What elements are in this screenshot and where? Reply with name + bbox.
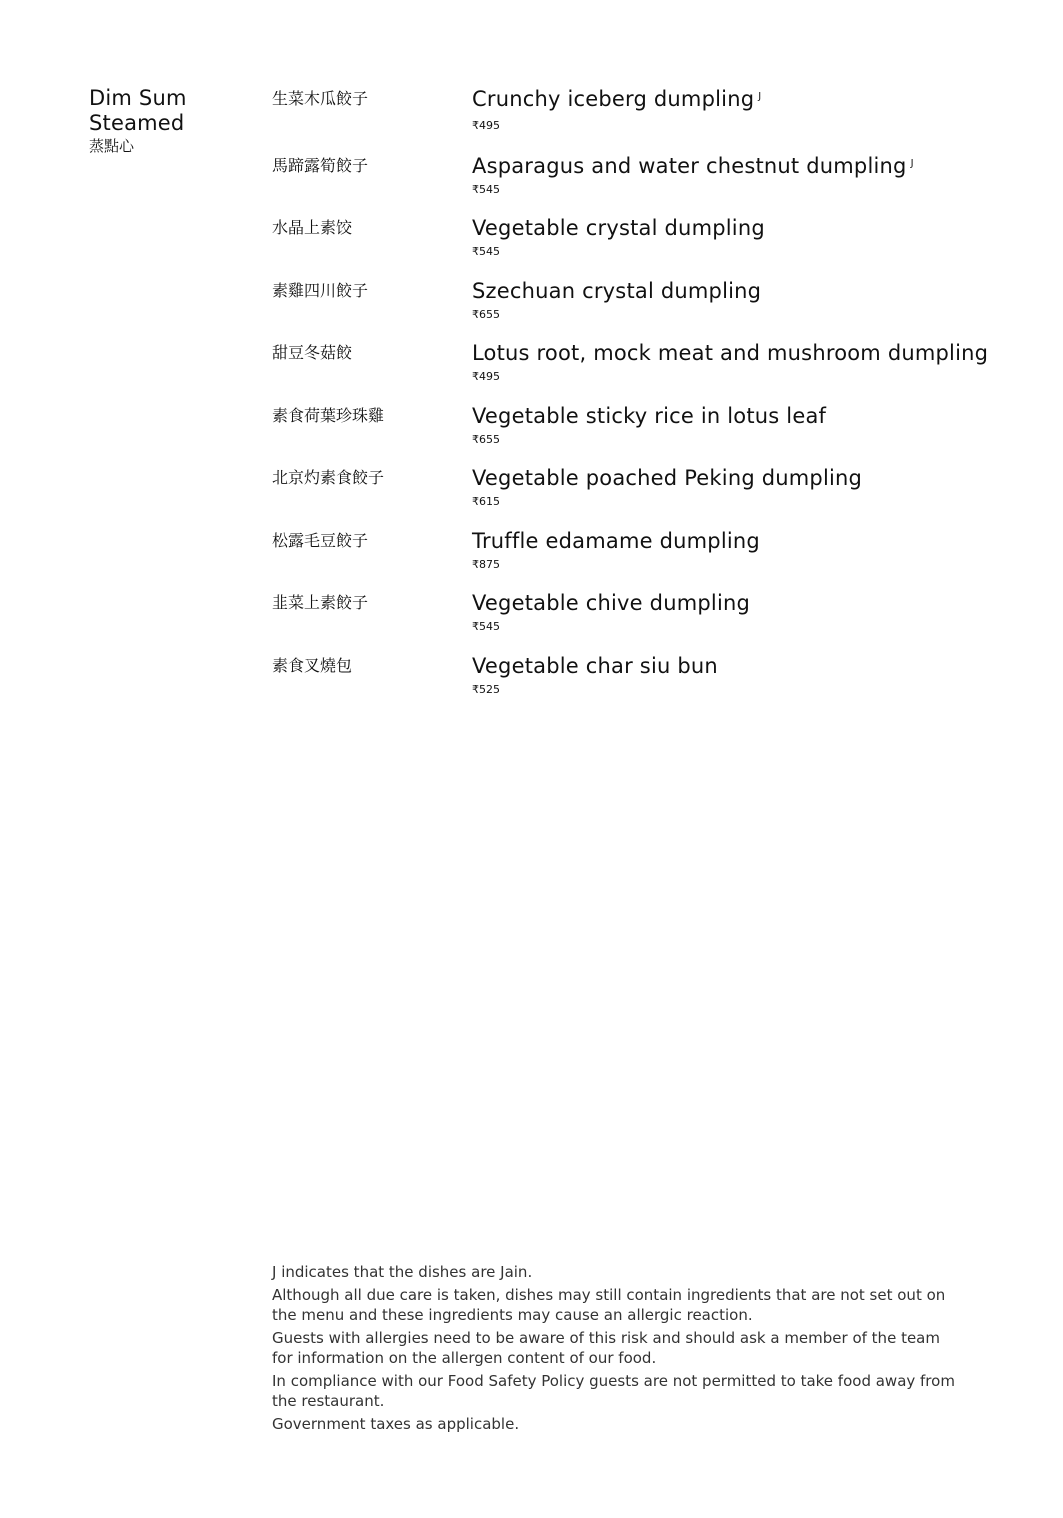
- section-title-zh: 蒸點心: [89, 137, 135, 155]
- item-name-zh: 素食叉燒包: [272, 656, 353, 675]
- item-name-zh: 水晶上素饺: [272, 218, 353, 237]
- item-name-zh: 素食荷葉珍珠雞: [272, 406, 385, 425]
- item-price: ₹615: [472, 495, 500, 508]
- item-name: [472, 465, 862, 491]
- item-name-text: Vegetable char siu bun: [472, 654, 718, 678]
- item-name: [472, 653, 718, 679]
- item-name-zh: 北京灼素食餃子: [272, 468, 385, 487]
- allergy-guidance-note: Guests with allergies need to be aware of this risk and should ask a member of the team for information on the allergen content of our food.: [272, 1329, 940, 1367]
- item-name-text: Lotus root, mock meat and mushroom dumpling: [472, 341, 989, 365]
- menu-item: [272, 590, 972, 652]
- item-name-zh: 松露毛豆餃子: [272, 531, 369, 550]
- item-price: ₹545: [472, 183, 500, 196]
- item-name: [472, 215, 765, 241]
- section-title-line1: Dim Sum: [89, 86, 187, 110]
- item-name: [472, 403, 826, 429]
- item-price: ₹655: [472, 308, 500, 321]
- item-name: [472, 590, 750, 616]
- menu-item: [272, 528, 972, 590]
- jain-mark: J: [758, 91, 762, 102]
- item-price: ₹525: [472, 683, 500, 696]
- item-name-text: Vegetable crystal dumpling: [472, 216, 765, 240]
- item-name-zh: 素雞四川餃子: [272, 281, 369, 300]
- item-name-text: Crunchy iceberg dumpling: [472, 87, 755, 111]
- menu-item: [272, 340, 989, 402]
- menu-item: [272, 153, 972, 215]
- item-price: ₹545: [472, 620, 500, 633]
- jain-mark: J: [910, 158, 914, 169]
- item-name-zh: 馬蹄露筍餃子: [272, 156, 369, 175]
- item-name: [472, 278, 761, 304]
- food-safety-note: In compliance with our Food Safety Policy guests are not permitted to take food away from the restaurant.: [272, 1372, 955, 1410]
- item-price: ₹545: [472, 245, 500, 258]
- menu-item: [272, 86, 972, 148]
- item-name-text: Vegetable poached Peking dumpling: [472, 466, 863, 490]
- item-name: [472, 340, 988, 366]
- menu-item: [272, 403, 972, 465]
- menu-item: [272, 215, 972, 277]
- item-price: ₹495: [472, 119, 500, 132]
- tax-note: Government taxes as applicable.: [272, 1415, 520, 1433]
- item-name-zh: 韭菜上素餃子: [272, 593, 369, 612]
- section-title-line2: Steamed: [89, 111, 185, 135]
- item-name: [472, 86, 761, 112]
- item-name-zh: 生菜木瓜餃子: [272, 89, 369, 108]
- item-price: ₹495: [472, 370, 500, 383]
- item-price: ₹875: [472, 558, 500, 571]
- item-name: [472, 153, 914, 179]
- menu-item: [272, 278, 972, 340]
- menu-item: [272, 465, 972, 527]
- jain-note: J indicates that the dishes are Jain.: [272, 1263, 533, 1281]
- item-name-text: Vegetable chive dumpling: [472, 591, 751, 615]
- footnotes: [272, 1262, 962, 1437]
- allergy-note: Although all due care is taken, dishes may still contain ingredients that are not set out on the menu and these ingredients may cause an allergic reaction.: [272, 1286, 946, 1324]
- menu-item: [272, 653, 972, 715]
- item-name-text: Vegetable sticky rice in lotus leaf: [472, 404, 827, 428]
- item-name-zh: 甜豆冬菇餃: [272, 343, 353, 362]
- item-price: ₹655: [472, 433, 500, 446]
- item-name-text: Asparagus and water chestnut dumpling: [472, 154, 907, 178]
- item-name: [472, 528, 760, 554]
- item-name-text: Truffle edamame dumpling: [472, 529, 760, 553]
- section-title: [89, 86, 259, 155]
- item-name-text: Szechuan crystal dumpling: [472, 279, 762, 303]
